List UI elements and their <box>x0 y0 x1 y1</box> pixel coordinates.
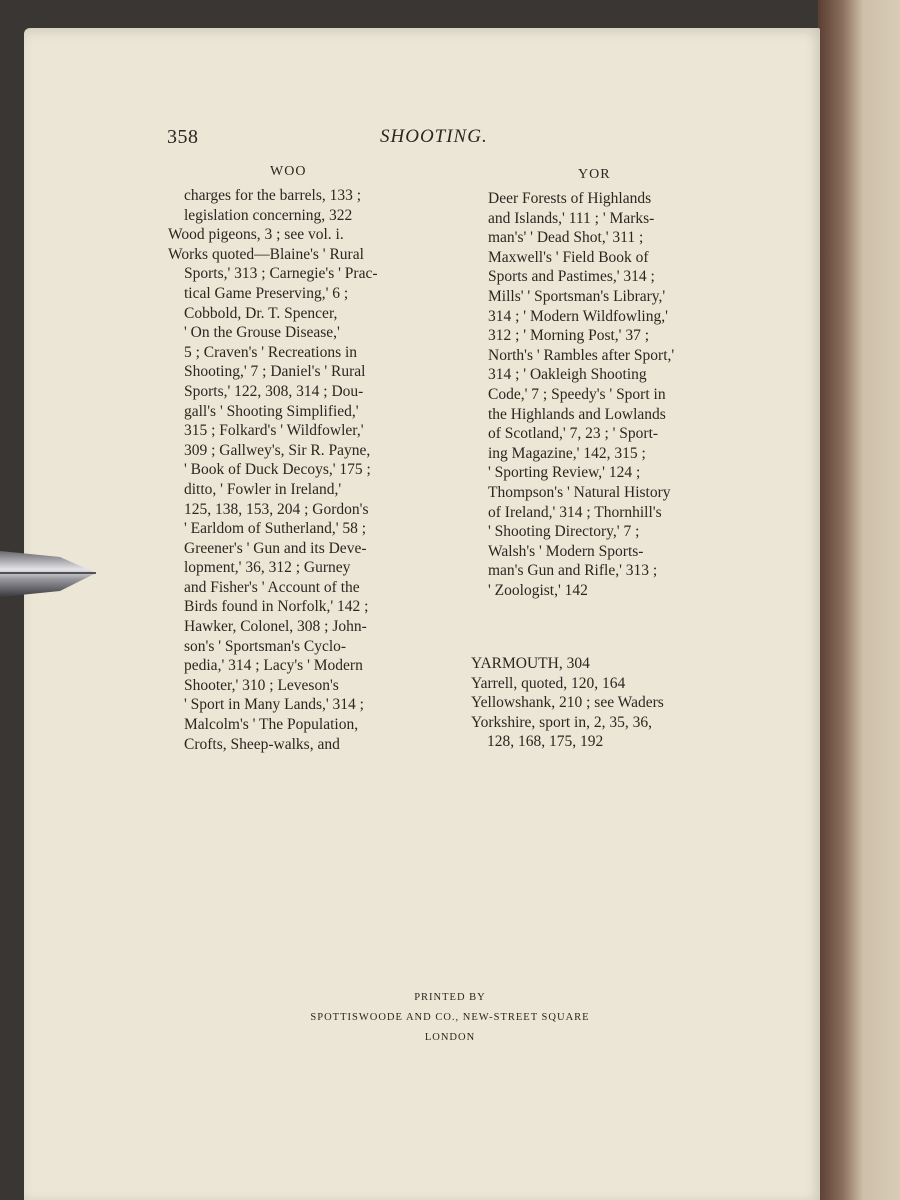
imprint-printer-name: SPOTTISWOODE AND CO., NEW-STREET SQUARE <box>310 1012 590 1023</box>
index-line: ' Shooting Directory,' 7 ; <box>488 523 640 541</box>
index-line: 315 ; Folkard's ' Wildfowler,' <box>184 422 364 440</box>
index-line: ' Earldom of Sutherland,' 58 ; <box>184 520 367 538</box>
index-line: Wood pigeons, 3 ; see vol. i. <box>168 226 344 244</box>
index-line: Malcolm's ' The Population, <box>184 716 359 734</box>
pen-tip <box>0 545 98 603</box>
index-entry: YARMOUTH, 304 <box>471 655 590 672</box>
book-edge <box>818 0 900 1200</box>
index-line: the Highlands and Lowlands <box>488 405 666 423</box>
index-line: Walsh's ' Modern Sports- <box>488 542 644 560</box>
index-line: 5 ; Craven's ' Recreations in <box>184 343 358 361</box>
page-number: 358 <box>167 126 199 148</box>
index-line: North's ' Rambles after Sport,' <box>488 346 675 364</box>
index-entry: Yarrell, quoted, 120, 164 <box>471 674 626 692</box>
y-index-entries <box>471 654 706 752</box>
index-line: Maxwell's ' Field Book of <box>488 248 649 266</box>
index-line: 314 ; ' Oakleigh Shooting <box>488 366 647 384</box>
index-line: lopment,' 36, 312 ; Gurney <box>184 559 351 577</box>
index-line: ' On the Grouse Disease,' <box>184 324 340 342</box>
index-line: tical Game Preserving,' 6 ; <box>184 284 349 302</box>
index-line: 125, 138, 153, 204 ; Gordon's <box>184 500 369 518</box>
imprint-city: LONDON <box>424 1032 476 1043</box>
index-line: man's Gun and Rifle,' 313 ; <box>488 562 658 580</box>
index-line: ' Sport in Many Lands,' 314 ; <box>184 696 364 714</box>
index-line: of Scotland,' 7, 23 ; ' Sport- <box>488 425 659 443</box>
index-line: ditto, ' Fowler in Ireland,' <box>184 480 342 498</box>
index-line: Code,' 7 ; Speedy's ' Sport in <box>488 385 666 403</box>
index-line: of Ireland,' 314 ; Thornhill's <box>488 503 662 521</box>
imprint-printed-by: PRINTED BY <box>414 992 486 1003</box>
index-line: Sports,' 122, 308, 314 ; Dou- <box>184 382 364 400</box>
index-line: Hawker, Colonel, 308 ; John- <box>184 618 367 636</box>
index-line: Shooting,' 7 ; Daniel's ' Rural <box>184 363 366 381</box>
right-column-entries <box>488 189 706 600</box>
index-line: and Fisher's ' Account of the <box>184 578 360 596</box>
index-line: ' Book of Duck Decoys,' 175 ; <box>184 461 371 479</box>
index-line: 309 ; Gallwey's, Sir R. Payne, <box>184 441 371 459</box>
left-column-heading: WOO <box>270 164 307 179</box>
index-line: Cobbold, Dr. T. Spencer, <box>184 304 338 322</box>
index-entry: 128, 168, 175, 192 <box>487 733 604 751</box>
index-line: man's' ' Dead Shot,' 311 ; <box>488 229 644 247</box>
index-line: 314 ; ' Modern Wildfowling,' <box>488 307 668 325</box>
index-line: 312 ; ' Morning Post,' 37 ; <box>488 327 650 345</box>
index-line: and Islands,' 111 ; ' Marks- <box>488 209 655 227</box>
index-line: ing Magazine,' 142, 315 ; <box>488 444 646 462</box>
index-line: Deer Forests of Highlands <box>488 190 652 207</box>
index-line: Birds found in Norfolk,' 142 ; <box>184 598 369 616</box>
index-line: Shooter,' 310 ; Leveson's <box>184 676 339 694</box>
index-line: Sports and Pastimes,' 314 ; <box>488 268 655 286</box>
right-column-heading: YOR <box>578 167 611 182</box>
left-column-entries <box>168 186 398 754</box>
running-head-title: SHOOTING. <box>380 126 488 147</box>
index-line: Greener's ' Gun and its Deve- <box>184 539 367 557</box>
index-line: son's ' Sportsman's Cyclo- <box>184 637 347 655</box>
index-entry: Yellowshank, 210 ; see Waders <box>471 694 664 712</box>
index-line: ' Zoologist,' 142 <box>488 581 588 599</box>
index-line: Crofts, Sheep-walks, and <box>184 735 340 753</box>
index-line: Thompson's ' Natural History <box>488 483 671 501</box>
index-line: gall's ' Shooting Simplified,' <box>184 402 359 420</box>
index-line: Works quoted—Blaine's ' Rural <box>168 245 364 263</box>
index-line: Sports,' 313 ; Carnegie's ' Prac- <box>184 265 378 283</box>
index-line: pedia,' 314 ; Lacy's ' Modern <box>184 657 363 675</box>
index-line: Mills' ' Sportsman's Library,' <box>488 287 666 305</box>
index-entry: Yorkshire, sport in, 2, 35, 36, <box>471 713 652 731</box>
index-line: charges for the barrels, 133 ; <box>184 187 362 204</box>
index-line: ' Sporting Review,' 124 ; <box>488 464 641 482</box>
index-line: legislation concerning, 322 <box>184 206 353 224</box>
